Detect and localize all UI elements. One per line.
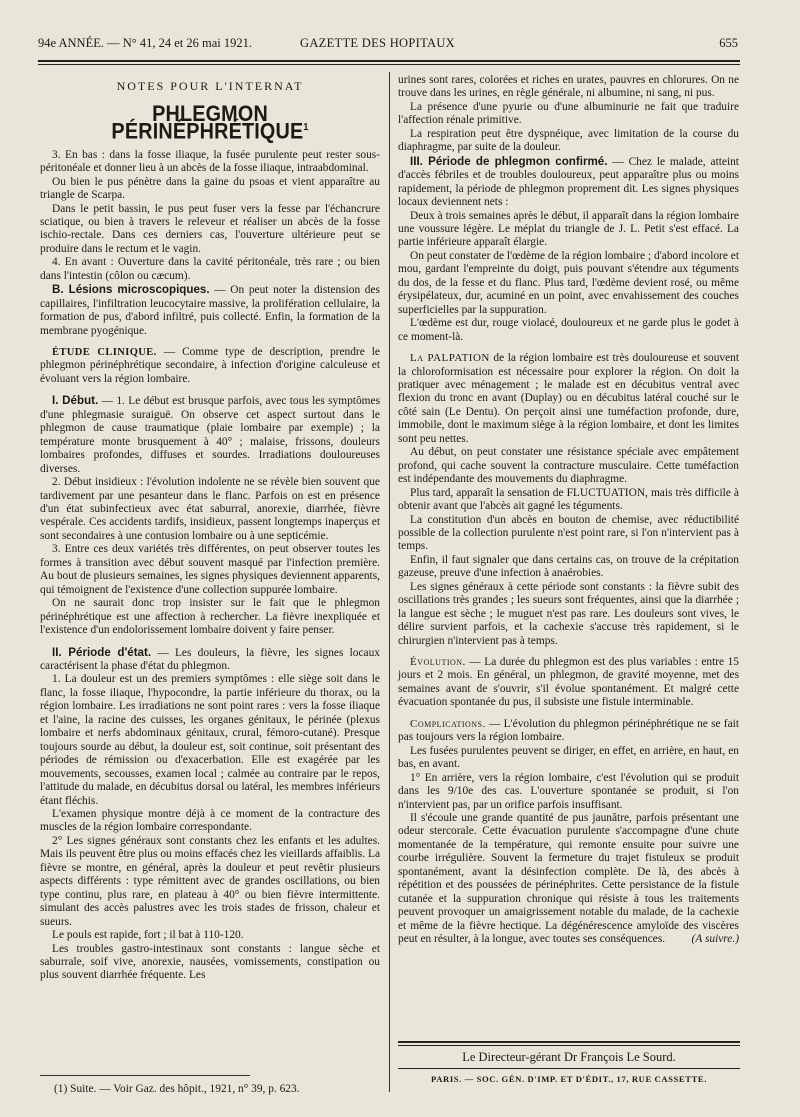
subheading: Évolution.: [410, 656, 466, 669]
paragraph: I. Début. — 1. Le début est brusque parfois, avec tous les symptômes d'une phlegmasie suraiguë. On observe cet aspect surtout dans le phlegmon de cause traumatique (plaie lombaire par exemple) ; la température monte brusquement à 40° ; malaise, frissons, douleurs lombaires profondes, diffuses et sourdes. Irradiations douloureuses diverses.: [40, 394, 381, 475]
page-number: 655: [719, 36, 738, 50]
to-be-continued: (A suivre.): [691, 933, 739, 946]
paragraph: Le pouls est rapide, fort ; il bat à 110-120.: [52, 929, 244, 942]
director-line: Le Directeur-gérant Dr François Le Sourd.: [462, 1050, 676, 1064]
paragraph: Les troubles gastro-intestinaux sont constants : langue sèche et saburrale, soif vive, anorexie, nausées, vomissements, constipation ou plus souvent diarrhée fréquente. Les: [40, 942, 380, 982]
paragraph: 3. En bas : dans la fosse iliaque, la fusée purulente peut rester sous-péritonéale et donner lieu à un abcès de la fosse iliaque, intraabdominal.: [40, 148, 380, 175]
subheading: II. Période d'état.: [52, 645, 152, 659]
paragraph: On peut constater de l'œdème de la région lombaire ; d'abord incolore et mou, gardant l'empreinte du doigt, puis pouvant s'étendre aux téguments du dos, de la fesse et du flanc. Plus tard, l'œdème devient rosé, ou même érysipélateux, dur, acuminé en un point, avec envahissement des couches superficielles par la suppuration.: [398, 249, 739, 316]
paragraph: La PALPATION de la région lombaire est très douloureuse et souvent la chloroformisation est nécessaire pour explorer la région. On doit la pratiquer avec ménagement ; le malade est en décubitus ventral avec flexion du tronc en avant (Duplay) ou en décubitus latéral couché sur le côté sain (Le Dentu). On perçoit ainsi une tuméfaction profonde, dure, immobile, dont le maximum siège à la région lombaire, et dont les limites sont peu nettes.: [398, 352, 739, 445]
article-title: PHLEGMON PÉRINÉPHRÉTIQUE$^1$: [111, 101, 309, 144]
paragraph: Au début, on peut constater une résistance spéciale avec empâtement profond, qui cache souvent la contracture musculaire. Cette tuméfaction est indépendante des mouvements du diaphragme.: [398, 446, 739, 486]
subheading: B. Lésions microscopiques.: [52, 283, 210, 297]
footnote-mark: 1: [303, 121, 309, 133]
director-rule-thin: [398, 1045, 740, 1046]
paragraph: La constitution d'un abcès en bouton de chemise, avec réductibilité possible de la collection purulente n'est point rare, si l'on n'intervient pas à temps.: [398, 513, 739, 553]
column-divider: [389, 72, 390, 1092]
footnote: (1) Suite. — Voir Gaz. des hôpit., 1921, n° 39, p. 623.: [54, 1083, 300, 1095]
header-rule-thin: [38, 64, 740, 65]
issue-line: 94e ANNÉE. — N° 41, 24 et 26 mai 1921.: [38, 36, 253, 50]
left-column: [40, 78, 380, 983]
printer-imprint: PARIS. — SOC. GÉN. D'IMP. ET D'ÉDIT., 17, RUE CASSETTE.: [431, 1074, 707, 1084]
subheading: I. Début.: [52, 394, 99, 408]
section-kicker: NOTES POUR L'INTERNAT: [116, 79, 304, 93]
paragraph: B. Lésions microscopiques. — On peut noter la distension des capillaires, l'infiltration leucocytaire massive, la prolifération cellulaire, la formation de pus, d'abord infiltré, puis collecté. Enfin, la formation de la membrane pyogénique.: [40, 283, 380, 337]
paragraph: Plus tard, apparaît la sensation de FLUCTUATION, mais très difficile à obtenir avant que l'abcès ait gagné les téguments.: [398, 486, 739, 513]
paragraph: Il s'écoule une grande quantité de pus jaunâtre, parfois présentant une odeur stercorale. Cette évacuation purulente s'accompagne d'une chute momentanée de la température, qui remonte ensuite pour suivre une courbe irrégulière. Souvent la fermeture du trajet fistuleux se produit spontanément, avant la désinfection complète. De là, des abcès à répétition et des poussées de périnéphrites. Cette persistance de la fistule cutanée et la suppuration chronique qui résiste à tous les traitements peuvent provoquer un amaigrissement notable du malade, de la cachexie et même de la fièvre hectique. La dégénérescence amyloïde des viscères peut en résulter, à la longue, avec toutes ses conséquences. (A suivre.): [398, 812, 739, 946]
paragraph: Évolution. — La durée du phlegmon est des plus variables : entre 15 jours et 2 mois. En général, un phlegmon, de gravité moyenne, met des semaines avant de s'ouvrir, s'il évolue spontanément. Et malgré cette évacuation spontanée du pus, il subsiste une fistule interminable.: [398, 656, 739, 709]
paragraph: L'œdème est dur, rouge violacé, douloureux et ne garde plus le godet à ce moment-là.: [398, 317, 739, 343]
imprint-rule: [398, 1068, 740, 1069]
subheading: La PALPATION: [410, 352, 490, 365]
paragraph: III. Période de phlegmon confirmé. — Chez le malade, atteint d'accès fébriles et de troubles douloureux, peut apparaître plus ou moins rapidement, la période de phlegmon proprement dit. Les signes physiques locaux deviennent nets :: [398, 154, 739, 209]
paragraph: 1. La douleur est un des premiers symptômes : elle siège soit dans le flanc, la fosse iliaque, l'hypocondre, la partie inférieure du thorax, ou la région lombaire. Les irradiations ne sont point rares : vers la fosse iliaque et l'aine, la racine des cuisses, les organes génitaux, le périnée (plexus lombaire et nerfs abdominaux génitaux, crural, fémoro-cutané). Presque toujours sourde au début, la douleur est, soit continue, soit présentant des périodes de rémission ou d'exacerbation. Elle est exagérée par les mouvements, secousses, examen local ; calmée au contraire par le repos, l'attitude du malade, en décubitus dorsal ou latéral, les membres inférieurs étant fléchis.: [40, 673, 380, 807]
paragraph: La présence d'une pyurie ou d'une albuminurie ne fait que traduire l'affection rénale primitive.: [398, 100, 739, 127]
paragraph: Deux à trois semaines après le début, il apparaît dans la région lombaire une voussure légère. Le méplat du triangle de J. L. Petit s'est effacé. La partie inférieure apparaît élargie.: [398, 209, 739, 249]
paragraph: 1° En arrière, vers la région lombaire, c'est l'évolution qui se produit dans les 9/10e des cas. L'ouverture spontanée se produit, si l'on n'intervient pas, par un orifice parfois insuffisant.: [398, 771, 739, 811]
header-rule: [38, 60, 740, 62]
paragraph: La respiration peut être dyspnéique, avec limitation de la course du diaphragme, par suite de la douleur.: [398, 127, 739, 154]
journal-name: GAZETTE DES HOPITAUX: [300, 36, 455, 50]
subheading: Complications.: [410, 717, 486, 730]
paragraph: ÉTUDE CLINIQUE. — Comme type de description, prendre le phlegmon périnéphrétique secondaire, à infection d'origine calculeuse et évoluant vers la région lombaire.: [40, 346, 380, 385]
paragraph: 2° Les signes généraux sont constants chez les enfants et les adultes. Mais ils peuvent être plus ou moins effacés chez les vieillards affaiblis. La fièvre se montre, en général, après la douleur et peut revêtir plusieurs aspects différents : type rémittent avec de grandes oscillations, ou bien type continu, plus rare, en plateau à 40° ou bien fièvre intermittente. simulant des accès palustres avec les trois stades de frisson, chaleur et sueurs.: [40, 834, 380, 928]
subheading: III. Période de phlegmon confirmé.: [410, 154, 608, 168]
paragraph: Complications. — L'évolution du phlegmon périnéphrétique ne se fait pas toujours vers la région lombaire.: [398, 717, 739, 744]
subheading: ÉTUDE CLINIQUE.: [52, 347, 157, 359]
paragraph: urines sont rares, colorées et riches en urates, pauvres en chlorures. On ne trouve dans les urines, en règle générale, ni albumine, ni sang, ni pus.: [398, 74, 739, 100]
paragraph: II. Période d'état. — Les douleurs, la fièvre, les signes locaux caractérisent la phase d'état du phlegmon.: [40, 645, 381, 672]
footnote-rule: [40, 1075, 250, 1076]
right-column: [398, 74, 739, 947]
paragraph: On ne saurait donc trop insister sur le fait que le phlegmon périnéphrétique est une affection à rechercher. La fièvre inexpliquée et l'existence d'un endolorissement lombaire doivent y faire penser.: [40, 597, 380, 637]
paragraph: 3. Entre ces deux variétés très différentes, on peut observer toutes les formes à transition avec début souvent masqué par l'infection première. Au bout de plusieurs semaines, les signes physiques deviennent apparents, qui témoignent de l'existence d'une collection suppurée lombaire.: [40, 543, 380, 596]
director-rule: [398, 1041, 740, 1043]
paragraph: 2. Début insidieux : l'évolution indolente ne se révèle bien souvent que tardivement par une pesanteur dans le flanc. Parfois on est en présence d'un état subinfectieux avec état saburral, anorexie, diarrhée, fièvre vespérale. Ces accidents tardifs, insidieux, passent longtemps inaperçus et sont secondaires à une contusion lombaire ou à une septicémie.: [40, 476, 380, 542]
paragraph: L'examen physique montre déjà à ce moment de la contracture des muscles de la région lombaire correspondante.: [40, 807, 380, 834]
paragraph: Enfin, il faut signaler que dans certains cas, on trouve de la crépitation gazeuse, preuve d'une infection à anaérobies.: [398, 553, 739, 580]
paragraph: 4. En avant : Ouverture dans la cavité péritonéale, très rare ; ou bien dans l'intestin (côlon ou cæcum).: [40, 256, 380, 282]
paragraph: Dans le petit bassin, le pus peut fuser vers la fesse par l'échancrure sciatique, ou bien à travers le releveur et réaliser un abcès de la fosse ischio-rectale. Dans ces derniers cas, l'ouverture ultérieure peut se produire dans le rectum et le vagin.: [40, 202, 380, 255]
paragraph: Les fusées purulentes peuvent se diriger, en effet, en arrière, en haut, en bas, en avant.: [398, 744, 739, 771]
paragraph: Les signes généraux à cette période sont constants : la fièvre subit des oscillations très grandes ; les sueurs sont fréquentes, ainsi que la diarrhée ; la langue est sèche ; le muguet n'est pas rare. Les douleurs sont vives, le délire survient parfois, et la cachexie s'accuse très rapidement, si le chirurgien n'intervient pas à temps.: [398, 580, 739, 647]
paragraph: Ou bien le pus pénètre dans la gaine du psoas et vient apparaître au triangle de Scarpa.: [40, 175, 380, 202]
